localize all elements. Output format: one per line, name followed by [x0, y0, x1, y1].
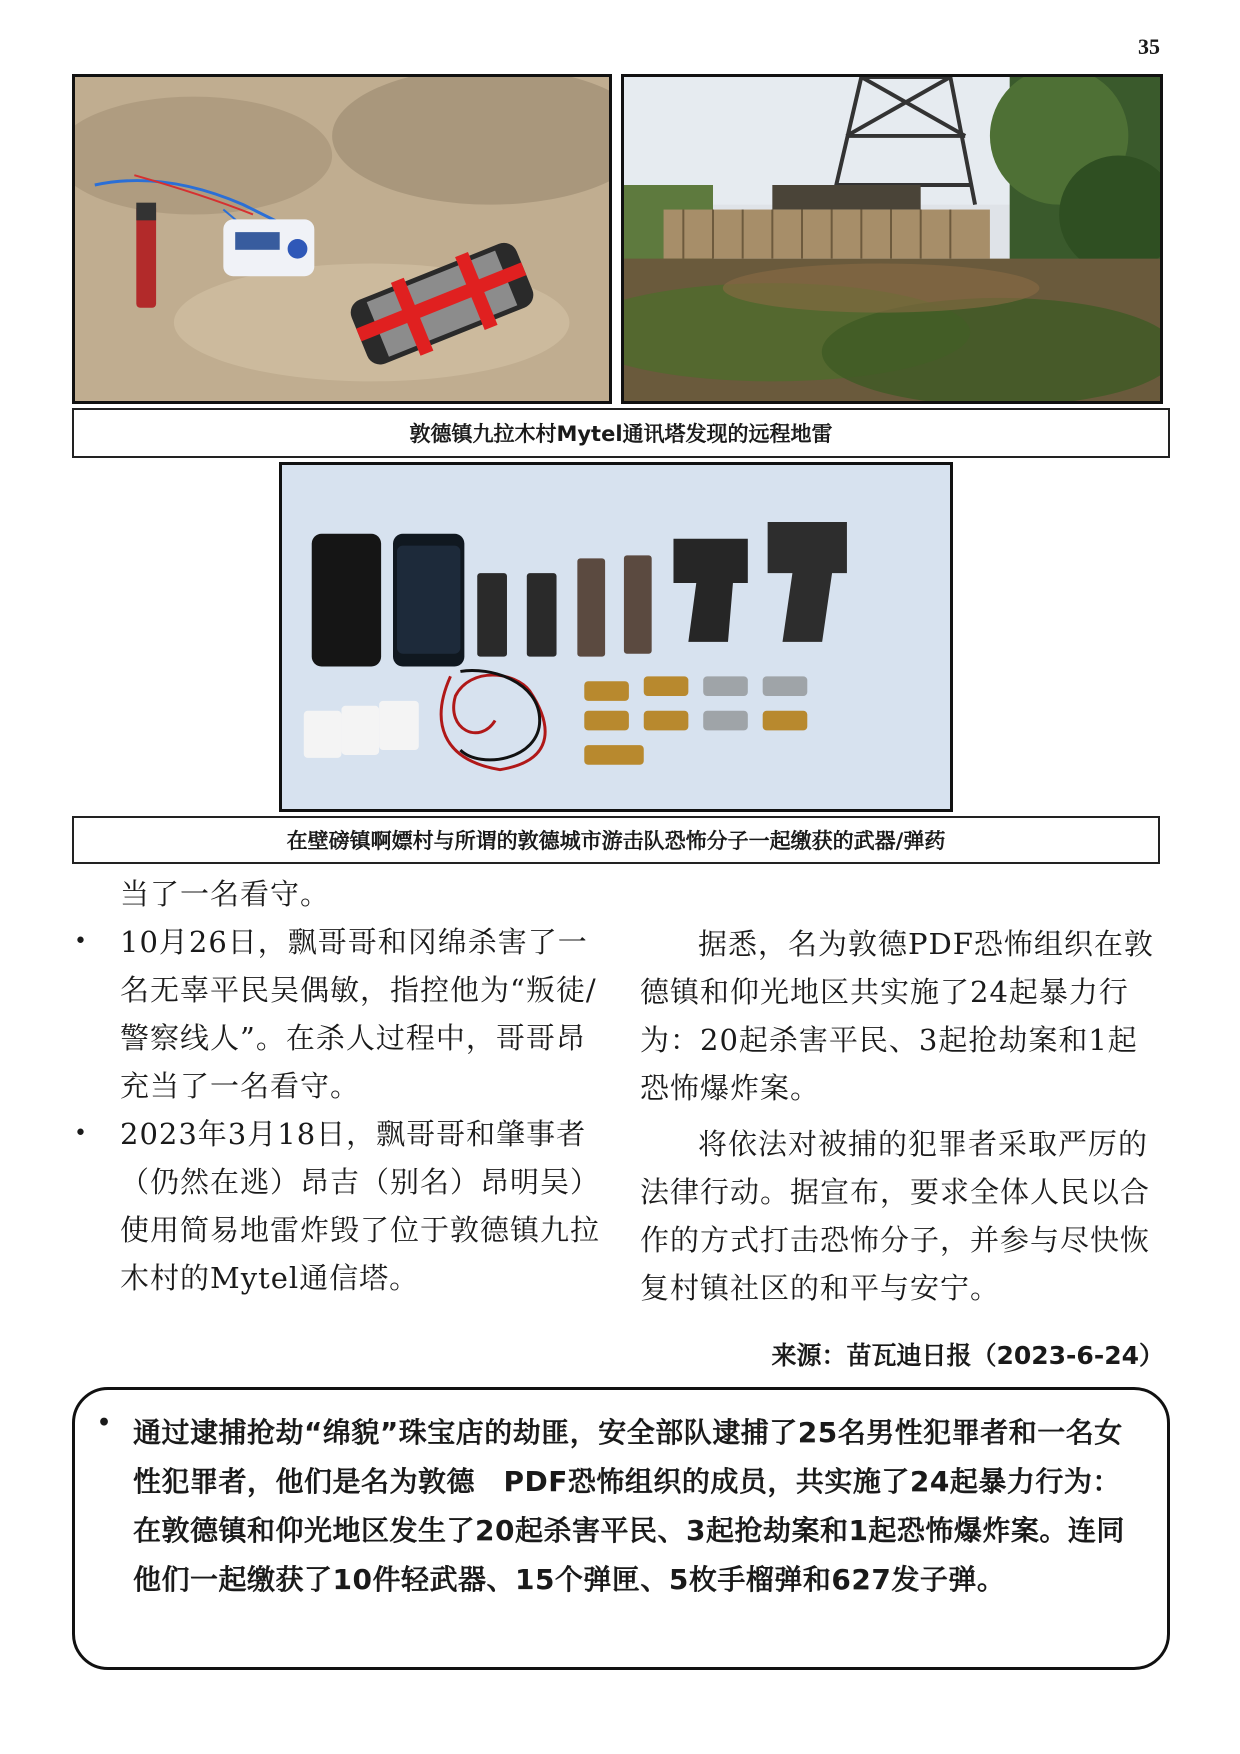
telecom-tower-photo: [621, 74, 1163, 404]
summary-text: 通过逮捕抢劫“绵貌”珠宝店的劫匪，安全部队逮捕了25名男性犯罪者和一名女性犯罪者，他们是名为敦德 PDF恐怖组织的成员，共实施了24起暴力行为：在敦德镇和仰光地区发生了20起杀害平民、3起抢劫案和1起恐怖爆炸案。连同他们一起缴获了10件轻武器、15个弹匣、5枚手榴弹和627发子弹。: [133, 1416, 1125, 1596]
left-continuation: 当了一名看守。: [120, 877, 331, 911]
source-citation: 来源：苗瓦迪日报（2023-6-24）: [771, 1341, 1164, 1370]
incident-item-1: [74, 918, 610, 1110]
bullet-point: •: [74, 1121, 88, 1146]
weapons-caption: 在壁磅镇啊嫖村与所谓的敦德城市游击队恐怖分子一起缴获的武器/弹药: [72, 816, 1160, 864]
right-paragraph-2: 将依法对被捕的犯罪者采取严厉的法律行动。据宣布，要求全体人民以合作的方式打击恐怖分子，并参与尽快恢复村镇社区的和平与安宁。: [640, 1127, 1151, 1305]
incident-text-2: 2023年3月18日，飘哥哥和肇事者（仍然在逃）昂吉（别名）昂明吴）使用简易地雷炸毁了位于敦德镇九拉木村的Mytel通信塔。: [120, 1117, 601, 1295]
right-text-column: [640, 920, 1160, 1312]
summary-box: [72, 1387, 1170, 1670]
landmine-caption: 敦德镇九拉木村Mytel通讯塔发现的远程地雷: [72, 408, 1170, 458]
incident-text-1: 10月26日，飘哥哥和冈绵杀害了一名无辜平民吴偶敏，指控他为“叛徒/警察线人”。在杀人过程中，哥哥昂充当了一名看守。: [120, 925, 597, 1103]
summary-bullet: •: [97, 1410, 112, 1436]
bullet-point: •: [74, 929, 88, 954]
incident-item-2: [74, 1110, 610, 1302]
page-number: 35: [1138, 34, 1160, 59]
right-paragraph-1: 据悉，名为敦德PDF恐怖组织在敦德镇和仰光地区共实施了24起暴力行为：20起杀害平民、3起抢劫案和1起恐怖爆炸案。: [640, 927, 1154, 1105]
landmine-photo: [72, 74, 612, 404]
incident-list: [74, 918, 610, 1302]
left-text-column: [74, 870, 610, 1302]
seized-weapons-photo: [279, 462, 953, 812]
